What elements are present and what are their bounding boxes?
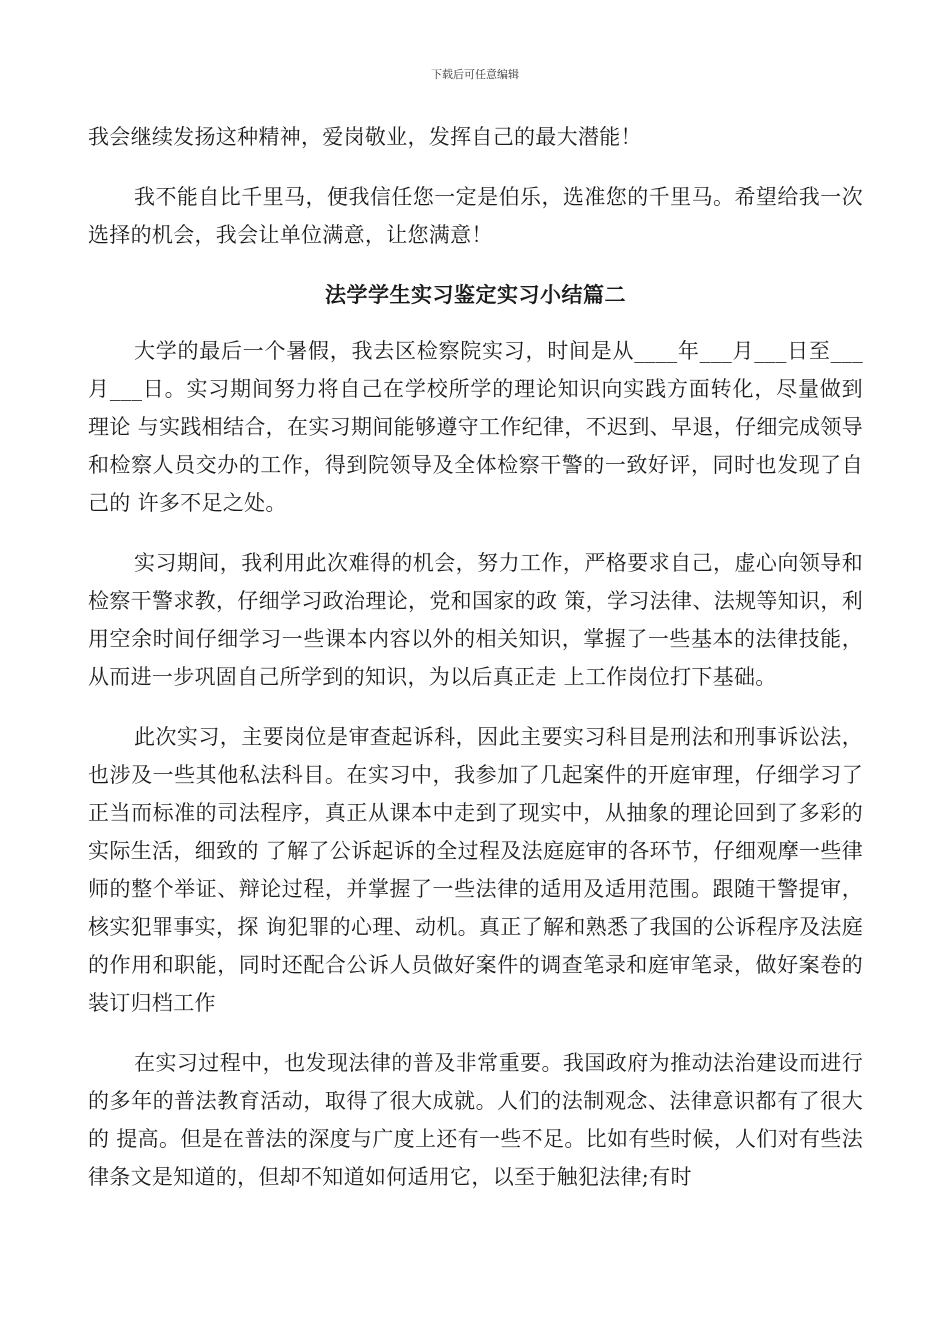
paragraph-3: 大学的最后一个暑假，我去区检察院实习，时间是从____年___月___日至___月___日。实习期间努力将自己在学校所学的理论知识向实践方面转化，尽量做到理论 与实践相结合，在实习期间能够遵守工作纪律，不迟到、早退，仔细完成领导和检察人员交办的工作，得到院领导及全体检察干警的一致好评，同时也发现了自己的 许多不足之处。 <box>88 339 863 515</box>
paragraph-1: 我会继续发扬这种精神，爱岗敬业，发挥自己的最大潜能！ <box>88 125 642 149</box>
paragraph-5: 此次实习，主要岗位是审查起诉科，因此主要实习科目是刑法和刑事诉讼法，也涉及一些其他私法科目。在实习中，我参加了几起案件的开庭审理，仔细学习了正当而标准的司法程序，真正从课本中走到了现实中，从抽象的理论回到了多彩的实际生活，细致的 了解了公诉起诉的全过程及法庭庭审的各环节，仔细观摩一些律师的整个举证、辩论过程，并掌握了一些法律的适用及适用范围。跟随干警提审，核实犯罪事实，探 询犯罪的心理、动机。真正了解和熟悉了我国的公诉程序及法庭的作用和职能，同时还配合公诉人员做好案件的调查笔录和庭审笔录，做好案卷的装订归档工作 <box>88 725 863 1015</box>
document-body <box>88 118 863 1218</box>
paragraph-2: 我不能自比千里马，便我信任您一定是伯乐，选准您的千里马。希望给我一次选择的机会，我会让单位满意，让您满意！ <box>88 185 863 247</box>
page-header-note: 下载后可任意编辑 <box>431 68 519 81</box>
paragraph-6: 在实习过程中，也发现法律的普及非常重要。我国政府为推动法治建设而进行的多年的普法教育活动，取得了很大成就。人们的法制观念、法律意识都有了很大的 提高。但是在普法的深度与广度上还有一些不足。比如有些时候，人们对有些法律条文是知道的，但却不知道如何适用它，以至于触犯法律;有时 <box>88 1051 863 1189</box>
paragraph-4: 实习期间，我利用此次难得的机会，努力工作，严格要求自己，虚心向领导和检察干警求教，仔细学习政治理论，党和国家的政 策，学习法律、法规等知识，利用空余时间仔细学习一些课本内容以外的相关知识，掌握了一些基本的法律技能，从而进一步巩固自己所学到的知识，为以后真正走 上工作岗位打下基础。 <box>88 551 863 689</box>
section-title: 法学学生实习鉴定实习小结篇二 <box>325 282 626 307</box>
